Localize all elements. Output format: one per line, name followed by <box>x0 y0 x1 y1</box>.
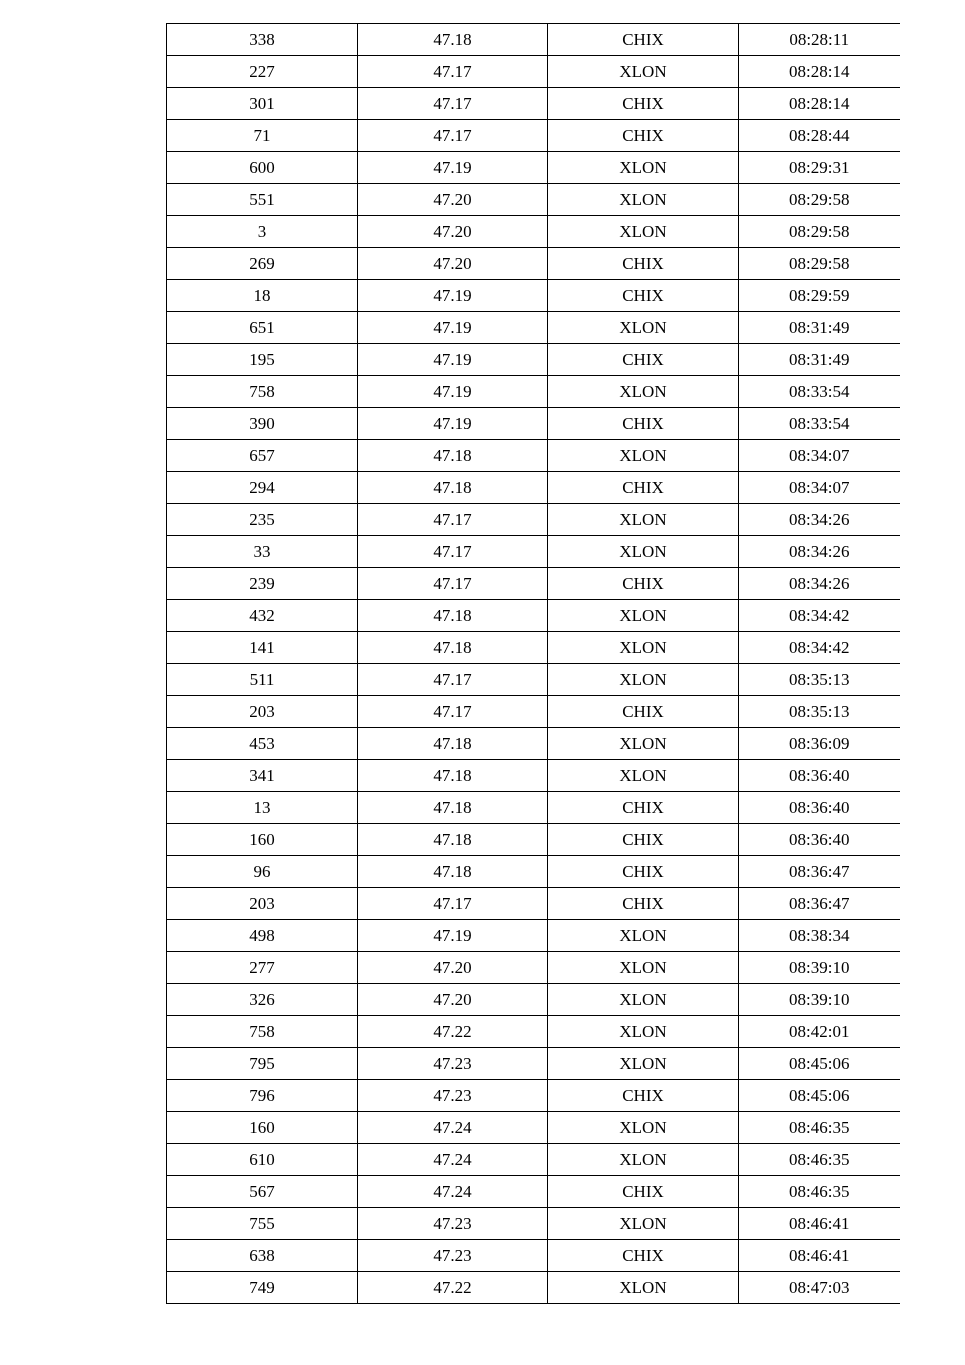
time-cell: 08:36:40 <box>739 792 900 824</box>
volume-cell: 749 <box>167 1272 358 1304</box>
volume-cell: 338 <box>167 24 358 56</box>
time-cell: 08:29:58 <box>739 248 900 280</box>
price-cell: 47.19 <box>358 312 548 344</box>
trades-table <box>166 23 900 1304</box>
volume-cell: 3 <box>167 216 358 248</box>
venue-cell: CHIX <box>548 248 739 280</box>
venue-cell: CHIX <box>548 888 739 920</box>
price-cell: 47.23 <box>358 1048 548 1080</box>
price-cell: 47.18 <box>358 824 548 856</box>
volume-cell: 235 <box>167 504 358 536</box>
time-cell: 08:35:13 <box>739 696 900 728</box>
time-cell: 08:35:13 <box>739 664 900 696</box>
venue-cell: XLON <box>548 952 739 984</box>
table-row <box>167 120 900 152</box>
venue-cell: CHIX <box>548 1080 739 1112</box>
venue-cell: CHIX <box>548 88 739 120</box>
time-cell: 08:39:10 <box>739 952 900 984</box>
volume-cell: 195 <box>167 344 358 376</box>
table-row <box>167 56 900 88</box>
price-cell: 47.17 <box>358 696 548 728</box>
time-cell: 08:46:35 <box>739 1176 900 1208</box>
trades-table-body <box>167 24 900 1304</box>
price-cell: 47.24 <box>358 1112 548 1144</box>
table-row <box>167 984 900 1016</box>
price-cell: 47.18 <box>358 760 548 792</box>
volume-cell: 96 <box>167 856 358 888</box>
volume-cell: 203 <box>167 696 358 728</box>
volume-cell: 18 <box>167 280 358 312</box>
price-cell: 47.23 <box>358 1208 548 1240</box>
volume-cell: 13 <box>167 792 358 824</box>
table-row <box>167 440 900 472</box>
volume-cell: 341 <box>167 760 358 792</box>
time-cell: 08:46:35 <box>739 1112 900 1144</box>
time-cell: 08:39:10 <box>739 984 900 1016</box>
table-row <box>167 1080 900 1112</box>
table-row <box>167 312 900 344</box>
price-cell: 47.19 <box>358 376 548 408</box>
time-cell: 08:42:01 <box>739 1016 900 1048</box>
price-cell: 47.18 <box>358 728 548 760</box>
price-cell: 47.17 <box>358 536 548 568</box>
venue-cell: XLON <box>548 1048 739 1080</box>
volume-cell: 498 <box>167 920 358 952</box>
venue-cell: XLON <box>548 664 739 696</box>
venue-cell: XLON <box>548 1112 739 1144</box>
venue-cell: XLON <box>548 504 739 536</box>
time-cell: 08:46:35 <box>739 1144 900 1176</box>
price-cell: 47.18 <box>358 856 548 888</box>
table-row <box>167 952 900 984</box>
time-cell: 08:36:40 <box>739 760 900 792</box>
volume-cell: 326 <box>167 984 358 1016</box>
venue-cell: CHIX <box>548 408 739 440</box>
trades-table-container <box>166 23 899 1304</box>
time-cell: 08:45:06 <box>739 1048 900 1080</box>
time-cell: 08:45:06 <box>739 1080 900 1112</box>
price-cell: 47.18 <box>358 792 548 824</box>
table-row <box>167 568 900 600</box>
price-cell: 47.19 <box>358 280 548 312</box>
time-cell: 08:36:40 <box>739 824 900 856</box>
volume-cell: 432 <box>167 600 358 632</box>
price-cell: 47.18 <box>358 632 548 664</box>
venue-cell: CHIX <box>548 856 739 888</box>
time-cell: 08:36:47 <box>739 856 900 888</box>
price-cell: 47.19 <box>358 344 548 376</box>
venue-cell: CHIX <box>548 280 739 312</box>
volume-cell: 651 <box>167 312 358 344</box>
table-row <box>167 376 900 408</box>
table-row <box>167 1048 900 1080</box>
venue-cell: XLON <box>548 760 739 792</box>
table-row <box>167 280 900 312</box>
table-row <box>167 856 900 888</box>
price-cell: 47.17 <box>358 88 548 120</box>
table-row <box>167 216 900 248</box>
volume-cell: 239 <box>167 568 358 600</box>
time-cell: 08:34:26 <box>739 568 900 600</box>
table-row <box>167 408 900 440</box>
table-row <box>167 888 900 920</box>
time-cell: 08:36:47 <box>739 888 900 920</box>
volume-cell: 269 <box>167 248 358 280</box>
time-cell: 08:28:14 <box>739 56 900 88</box>
price-cell: 47.20 <box>358 248 548 280</box>
price-cell: 47.23 <box>358 1240 548 1272</box>
time-cell: 08:28:14 <box>739 88 900 120</box>
volume-cell: 301 <box>167 88 358 120</box>
table-row <box>167 632 900 664</box>
table-row <box>167 1208 900 1240</box>
time-cell: 08:34:07 <box>739 472 900 504</box>
venue-cell: XLON <box>548 600 739 632</box>
price-cell: 47.18 <box>358 472 548 504</box>
volume-cell: 33 <box>167 536 358 568</box>
time-cell: 08:34:42 <box>739 632 900 664</box>
volume-cell: 141 <box>167 632 358 664</box>
venue-cell: XLON <box>548 152 739 184</box>
price-cell: 47.18 <box>358 24 548 56</box>
table-row <box>167 1016 900 1048</box>
venue-cell: CHIX <box>548 344 739 376</box>
venue-cell: CHIX <box>548 1240 739 1272</box>
volume-cell: 796 <box>167 1080 358 1112</box>
table-row <box>167 504 900 536</box>
venue-cell: XLON <box>548 1016 739 1048</box>
venue-cell: XLON <box>548 1272 739 1304</box>
venue-cell: XLON <box>548 312 739 344</box>
venue-cell: XLON <box>548 984 739 1016</box>
table-row <box>167 88 900 120</box>
volume-cell: 203 <box>167 888 358 920</box>
price-cell: 47.20 <box>358 952 548 984</box>
time-cell: 08:33:54 <box>739 376 900 408</box>
time-cell: 08:47:03 <box>739 1272 900 1304</box>
time-cell: 08:29:58 <box>739 184 900 216</box>
price-cell: 47.17 <box>358 888 548 920</box>
venue-cell: CHIX <box>548 1176 739 1208</box>
venue-cell: CHIX <box>548 24 739 56</box>
price-cell: 47.22 <box>358 1272 548 1304</box>
table-row <box>167 664 900 696</box>
time-cell: 08:36:09 <box>739 728 900 760</box>
price-cell: 47.22 <box>358 1016 548 1048</box>
time-cell: 08:29:31 <box>739 152 900 184</box>
volume-cell: 294 <box>167 472 358 504</box>
venue-cell: XLON <box>548 920 739 952</box>
table-row <box>167 792 900 824</box>
time-cell: 08:38:34 <box>739 920 900 952</box>
volume-cell: 638 <box>167 1240 358 1272</box>
time-cell: 08:31:49 <box>739 312 900 344</box>
table-row <box>167 1272 900 1304</box>
time-cell: 08:46:41 <box>739 1208 900 1240</box>
time-cell: 08:34:26 <box>739 504 900 536</box>
volume-cell: 453 <box>167 728 358 760</box>
venue-cell: CHIX <box>548 696 739 728</box>
venue-cell: CHIX <box>548 792 739 824</box>
price-cell: 47.20 <box>358 984 548 1016</box>
venue-cell: XLON <box>548 184 739 216</box>
table-row <box>167 24 900 56</box>
venue-cell: XLON <box>548 632 739 664</box>
volume-cell: 657 <box>167 440 358 472</box>
table-row <box>167 920 900 952</box>
time-cell: 08:31:49 <box>739 344 900 376</box>
time-cell: 08:29:59 <box>739 280 900 312</box>
table-row <box>167 1240 900 1272</box>
volume-cell: 551 <box>167 184 358 216</box>
price-cell: 47.19 <box>358 408 548 440</box>
table-row <box>167 248 900 280</box>
table-row <box>167 536 900 568</box>
price-cell: 47.17 <box>358 664 548 696</box>
table-row <box>167 696 900 728</box>
table-row <box>167 760 900 792</box>
table-row <box>167 1112 900 1144</box>
price-cell: 47.23 <box>358 1080 548 1112</box>
table-row <box>167 344 900 376</box>
venue-cell: XLON <box>548 1208 739 1240</box>
venue-cell: CHIX <box>548 472 739 504</box>
volume-cell: 758 <box>167 376 358 408</box>
price-cell: 47.24 <box>358 1176 548 1208</box>
table-row <box>167 1176 900 1208</box>
price-cell: 47.17 <box>358 504 548 536</box>
price-cell: 47.18 <box>358 440 548 472</box>
venue-cell: XLON <box>548 1144 739 1176</box>
time-cell: 08:34:07 <box>739 440 900 472</box>
table-row <box>167 728 900 760</box>
time-cell: 08:29:58 <box>739 216 900 248</box>
volume-cell: 160 <box>167 1112 358 1144</box>
table-row <box>167 600 900 632</box>
volume-cell: 71 <box>167 120 358 152</box>
volume-cell: 277 <box>167 952 358 984</box>
price-cell: 47.18 <box>358 600 548 632</box>
table-row <box>167 472 900 504</box>
time-cell: 08:34:42 <box>739 600 900 632</box>
volume-cell: 795 <box>167 1048 358 1080</box>
venue-cell: XLON <box>548 536 739 568</box>
price-cell: 47.17 <box>358 56 548 88</box>
venue-cell: XLON <box>548 440 739 472</box>
time-cell: 08:33:54 <box>739 408 900 440</box>
table-row <box>167 152 900 184</box>
table-row <box>167 824 900 856</box>
volume-cell: 511 <box>167 664 358 696</box>
venue-cell: XLON <box>548 376 739 408</box>
volume-cell: 758 <box>167 1016 358 1048</box>
price-cell: 47.19 <box>358 152 548 184</box>
venue-cell: XLON <box>548 56 739 88</box>
price-cell: 47.17 <box>358 568 548 600</box>
price-cell: 47.24 <box>358 1144 548 1176</box>
volume-cell: 227 <box>167 56 358 88</box>
volume-cell: 567 <box>167 1176 358 1208</box>
table-row <box>167 1144 900 1176</box>
time-cell: 08:28:44 <box>739 120 900 152</box>
venue-cell: CHIX <box>548 120 739 152</box>
table-row <box>167 184 900 216</box>
price-cell: 47.20 <box>358 184 548 216</box>
venue-cell: XLON <box>548 728 739 760</box>
price-cell: 47.20 <box>358 216 548 248</box>
volume-cell: 160 <box>167 824 358 856</box>
volume-cell: 755 <box>167 1208 358 1240</box>
venue-cell: CHIX <box>548 824 739 856</box>
volume-cell: 600 <box>167 152 358 184</box>
volume-cell: 390 <box>167 408 358 440</box>
price-cell: 47.19 <box>358 920 548 952</box>
time-cell: 08:34:26 <box>739 536 900 568</box>
venue-cell: CHIX <box>548 568 739 600</box>
price-cell: 47.17 <box>358 120 548 152</box>
volume-cell: 610 <box>167 1144 358 1176</box>
venue-cell: XLON <box>548 216 739 248</box>
time-cell: 08:28:11 <box>739 24 900 56</box>
time-cell: 08:46:41 <box>739 1240 900 1272</box>
